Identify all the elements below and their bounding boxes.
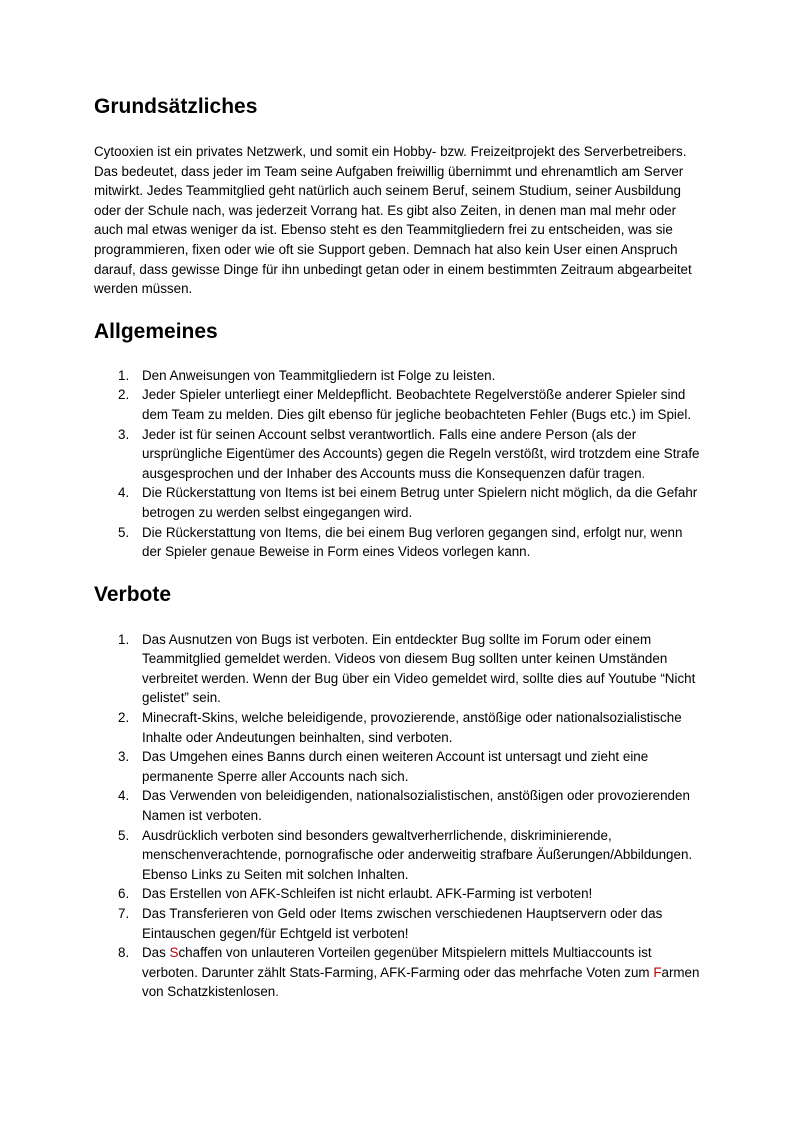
verbote-list [94, 630, 704, 1002]
list-item: 5. Ausdrücklich verboten sind besonders gewaltverherrlichende, diskriminierende, menschenverachtende, pornografische oder anderweitig strafbare Äußerungen/Abbildungen. Ebenso Links zu Seiten mit solchen Inhalten. [118, 827, 693, 882]
list-item: 1. Den Anweisungen von Teammitgliedern ist Folge zu leisten. [118, 367, 496, 383]
list-item: 1. Das Ausnutzen von Bugs ist verboten. Ein entdeckter Bug sollte im Forum oder einem Teammitglied gemeldet werden. Videos von diesem Bug sollten unter keinen Umständen verbreitet werden. Wenn der Bug über ein Video gemeldet wird, sollte dies auf Youtube “Nicht gelistet” sein. [118, 631, 696, 706]
list-item: 6. Das Erstellen von AFK-Schleifen ist nicht erlaubt. AFK-Farming ist verboten! [118, 886, 593, 902]
section-title-allgemeines: Allgemeines [94, 319, 218, 343]
list-item: 2. Jeder Spieler unterliegt einer Meldepflicht. Beobachtete Regelverstöße anderer Spieler sind dem Team zu melden. Dies gilt ebenso für jegliche beobachteten Fehler (Bugs etc.) im Spiel. [118, 387, 692, 422]
intro-paragraph: Cytooxien ist ein privates Netzwerk, und somit ein Hobby- bzw. Freizeitprojekt des Serverbetreibers. Das bedeutet, dass jeder im Team seine Aufgaben freiwillig übernimmt und ehrenamtlich am Server mitwirkt. Jedes Teammitglied geht natürlich auch seinem Beruf, seinem Studium, seiner Ausbildung oder der Schule nach, was jederzeit Vorrang hat. Es gibt also Zeiten, in denen man mal mehr oder auch mal etwas weniger da ist. Ebenso steht es den Teammitgliedern frei zu entscheiden, was sie programmieren, fixen oder wie oft sie Support geben. Demnach hat also kein User einen Anspruch darauf, dass gewisse Dinge für ihn unbedingt getan oder in einem bestimmten Zeitraum abgearbeitet werden müssen. [94, 144, 692, 297]
list-item: 2. Minecraft-Skins, welche beleidigende, provozierende, anstößige oder nationalsozialistische Inhalte oder Andeutungen beinhalten, sind verboten. [118, 710, 682, 745]
list-item: 5. Die Rückerstattung von Items, die bei einem Bug verloren gegangen sind, erfolgt nur, wenn der Spieler genaue Beweise in Form eines Videos vorlegen kann. [118, 524, 683, 560]
list-item: 3. Jeder ist für seinen Account selbst verantwortlich. Falls eine andere Person (als der ursprüngliche Eigentümer des Accounts) gegen die Regeln verstößt, wird trotzdem eine Strafe ausgesprochen und der Inhaber des Accounts muss die Konsequenzen dafür tragen. [118, 426, 700, 481]
list-item: 4. Das Verwenden von beleidigenden, nationalsozialistischen, anstößigen oder provozierenden Namen ist verboten. [118, 788, 690, 824]
list-item: 7. Das Transferieren von Geld oder Items zwischen verschiedenen Hauptservern oder das Eintauschen gegen/für Echtgeld ist verboten! [118, 906, 663, 941]
list-item: 8. Das Schaffen von unlauteren Vorteilen gegenüber Mitspielern mittels Multiaccounts ist verboten. Darunter zählt Stats-Farming, AFK-Farming oder das mehrfache Voten zum Farmen von Schatzkistenlosen. [118, 945, 700, 1000]
list-item: 3. Das Umgehen eines Banns durch einen weiteren Account ist untersagt und zieht eine permanente Sperre aller Accounts nach sich. [118, 749, 649, 784]
allgemeines-list [94, 366, 704, 562]
list-item: 4. Die Rückerstattung von Items ist bei einem Betrug unter Spielern nicht möglich, da die Gefahr betrogen zu werden selbst eingegangen wird. [118, 485, 698, 520]
section-title-grundsaetzliches: Grundsätzliches [94, 95, 258, 118]
section-title-verbote: Verbote [94, 582, 172, 606]
